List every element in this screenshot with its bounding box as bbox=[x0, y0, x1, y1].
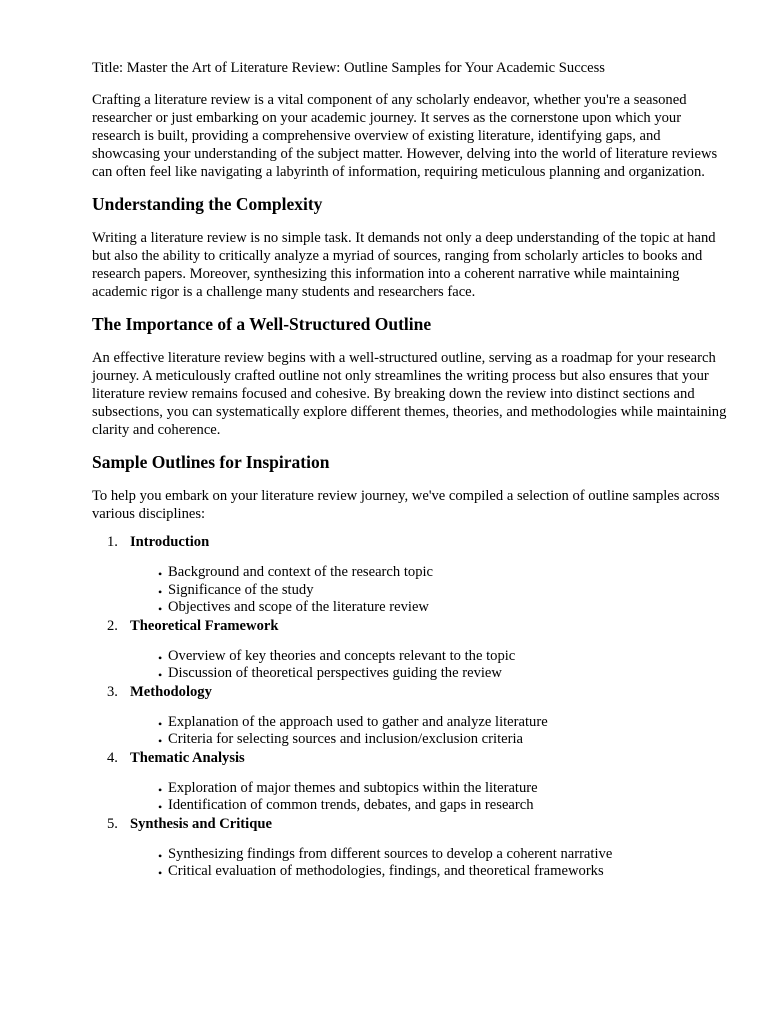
section-heading-complexity: Understanding the Complexity bbox=[92, 194, 323, 214]
list-item bbox=[158, 731, 728, 749]
outline-item-introduction bbox=[92, 533, 728, 617]
bullet-icon: • bbox=[158, 734, 163, 748]
outline-number: 5. bbox=[107, 815, 118, 832]
outline-label: Thematic Analysis bbox=[130, 749, 245, 766]
point-text: Synthesizing findings from different sources to develop a coherent narrative bbox=[168, 845, 613, 862]
bullet-icon: • bbox=[158, 584, 163, 599]
bullet-icon: • bbox=[158, 800, 163, 814]
outline-number: 2. bbox=[107, 617, 118, 634]
point-text: Significance of the study bbox=[168, 581, 314, 598]
list-item bbox=[158, 863, 728, 881]
point-text: Critical evaluation of methodologies, findings, and theoretical frameworks bbox=[168, 863, 604, 879]
bullet-icon: • bbox=[158, 866, 163, 880]
bullet-icon: • bbox=[158, 716, 163, 731]
outline-label: Introduction bbox=[130, 534, 210, 550]
point-text: Exploration of major themes and subtopics within the literature bbox=[168, 779, 538, 796]
list-item bbox=[158, 797, 728, 815]
bullet-icon: • bbox=[158, 668, 163, 682]
outline-item-theoretical-framework bbox=[92, 617, 728, 683]
outline-label: Methodology bbox=[130, 683, 212, 700]
outline-item-synthesis-critique bbox=[92, 815, 728, 881]
list-item bbox=[158, 564, 728, 582]
outline-label: Synthesis and Critique bbox=[130, 815, 272, 832]
outline-number: 3. bbox=[107, 683, 118, 700]
point-text: Objectives and scope of the literature review bbox=[168, 599, 429, 615]
point-text: Background and context of the research topic bbox=[168, 564, 434, 580]
point-text: Discussion of theoretical perspectives guiding the review bbox=[168, 665, 502, 681]
point-text: Identification of common trends, debates, and gaps in research bbox=[168, 797, 534, 813]
point-text: Criteria for selecting sources and inclusion/exclusion criteria bbox=[168, 731, 523, 747]
section-heading-sample-outlines: Sample Outlines for Inspiration bbox=[92, 452, 330, 472]
outline-label: Theoretical Framework bbox=[130, 617, 279, 634]
list-item bbox=[158, 665, 728, 683]
list-item bbox=[158, 780, 728, 798]
outline-points bbox=[92, 714, 728, 749]
bullet-icon: • bbox=[158, 650, 163, 665]
outline-points bbox=[92, 564, 728, 617]
list-item bbox=[158, 714, 728, 732]
outline-points bbox=[92, 648, 728, 683]
point-text: Overview of key theories and concepts relevant to the topic bbox=[168, 647, 516, 664]
outline-item-methodology bbox=[92, 683, 728, 749]
bullet-icon: • bbox=[158, 602, 163, 616]
section-body-sample-outlines: To help you embark on your literature review journey, we've compiled a selection of outline samples across various disciplines: bbox=[92, 488, 720, 522]
list-item bbox=[158, 582, 728, 600]
section-heading-outline-importance: The Importance of a Well-Structured Outline bbox=[92, 314, 432, 334]
intro-paragraph: Crafting a literature review is a vital component of any scholarly endeavor, whether you're a seasoned researcher or just embarking on your academic journey. It serves as the cornerstone upon which your research is built, providing a comprehensive overview of existing literature, identifying gaps, and showcasing your understanding of the subject matter. However, delving into the world of literature reviews can often feel like navigating a labyrinth of information, requiring meticulous planning and organization. bbox=[92, 92, 718, 180]
outline-number: 1. bbox=[107, 534, 118, 550]
bullet-icon: • bbox=[158, 782, 163, 797]
list-item bbox=[158, 648, 728, 666]
outline-number: 4. bbox=[107, 749, 118, 766]
list-item bbox=[158, 846, 728, 864]
bullet-icon: • bbox=[158, 848, 163, 863]
document-title: Title: Master the Art of Literature Review: Outline Samples for Your Academic Success bbox=[92, 60, 605, 76]
outline-list bbox=[92, 533, 728, 881]
outline-points bbox=[92, 780, 728, 815]
outline-item-thematic-analysis bbox=[92, 749, 728, 815]
section-body-complexity: Writing a literature review is no simple task. It demands not only a deep understanding of the topic at hand but also the ability to critically analyze a myriad of sources, ranging from scholarly articles to books and research papers. Moreover, synthesizing this information into a coherent narrative while maintaining academic rigor is a challenge many students and researchers face. bbox=[92, 230, 716, 300]
section-body-outline-importance: An effective literature review begins with a well-structured outline, serving as a roadmap for your research journey. A meticulously crafted outline not only streamlines the writing process but also ensures that your literature review remains focused and cohesive. By breaking down the review into distinct sections and subsections, you can systematically explore different themes, theories, and methodologies while maintaining clarity and coherence. bbox=[92, 350, 727, 438]
outline-points bbox=[92, 846, 728, 881]
bullet-icon: • bbox=[158, 567, 163, 581]
list-item bbox=[158, 599, 728, 617]
point-text: Explanation of the approach used to gather and analyze literature bbox=[168, 713, 548, 730]
